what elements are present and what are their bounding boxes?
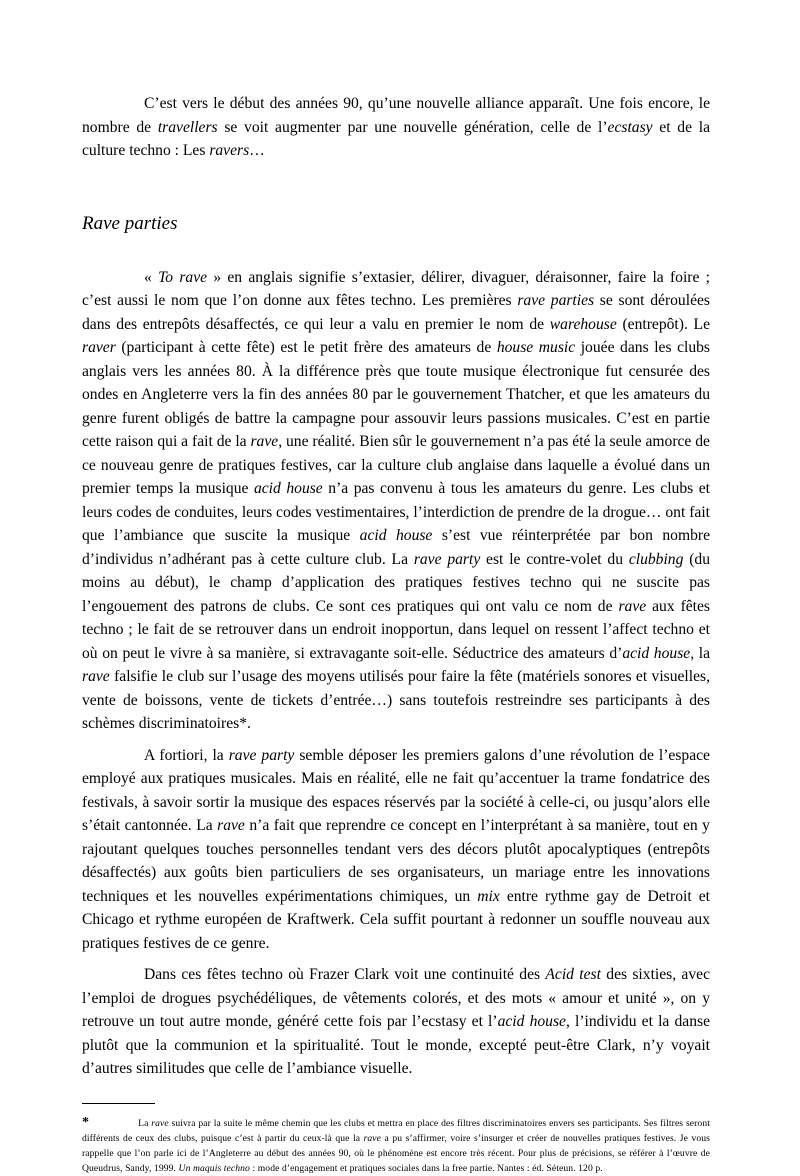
emphasis: rave bbox=[217, 817, 245, 834]
text-run: jouée dans les clubs anglais vers les années 80. À la différence près que toute musique électronique fut censurée des ondes en Angleterre vers la fin des années 80 par le gouvernement Thatcher, et que les amateurs du genre furent obligés de battre la campagne pour assouvir leurs passions musicales. C’est en partie cette raison qui a fait de la bbox=[82, 339, 710, 450]
emphasis: rave bbox=[151, 1117, 169, 1129]
text-run: n’a fait que reprendre ce concept en l’interprétant à sa manière, tout en y rajoutant quelques touches personnelles tendant vers des décors plutôt apocalyptiques (entrepôts désaffectés) aux goûts bien particuliers de ses organisateurs, un mariage entre les innovations techniques et les nouvelles expérimentations chimiques, un bbox=[82, 817, 710, 905]
text-run: (participant à cette fête) est le petit frère des amateurs de bbox=[115, 339, 497, 356]
footnote-marker: * bbox=[82, 1114, 90, 1130]
text-run: n’a pas convenu à tous les amateurs du genre. Les clubs et leurs codes de conduites, leurs codes vestimentaires, l’interdiction de prendre de la drogue… ont fait que l’ambiance que suscite la musique bbox=[82, 480, 710, 544]
emphasis: rave bbox=[82, 668, 110, 685]
text-run: suivra par la suite le même chemin que les clubs et mettra en place des filtres discriminatoires envers ses participants. Ses filtres seront différents de ceux des clubs, puisque c’est à partir du ceux-là que la bbox=[82, 1117, 710, 1144]
text-run: » en anglais signifie s’extasier, délirer, divaguer, déraisonner, faire la foire ; c’est aussi le nom que l’on donne aux fêtes techno. Les premières bbox=[82, 268, 710, 309]
emphasis: acid house bbox=[359, 527, 433, 544]
emphasis: rave bbox=[363, 1132, 382, 1144]
text-run: (entrepôt). Le bbox=[616, 315, 710, 333]
emphasis: acid house bbox=[622, 644, 691, 662]
body-paragraph-3 bbox=[82, 963, 710, 1081]
emphasis: rave bbox=[250, 433, 279, 450]
text-run: A fortiori, la bbox=[144, 746, 229, 764]
emphasis: clubbing bbox=[628, 550, 684, 568]
text-run: des sixties, avec l’emploi de drogues psychédéliques, de vêtements colorés, et des mots « amour et unité », on y retrouve un tout autre monde, généré cette fois par l’ecstasy et l’ bbox=[82, 966, 710, 1030]
emphasis: Un maquis techno bbox=[178, 1162, 250, 1174]
text-run: a pu s’affirmer, voire s’insurger et créer de nouvelles pratiques festives. Je vous rappelle que l’on parle ici de l’Angleterre au début des années 90, où le phénomène est encore très récent. Pour plus de précisions, se référer à l’œuvre de Queudrus, Sandy, 1999. bbox=[82, 1132, 710, 1174]
emphasis: warehouse bbox=[549, 315, 617, 333]
text-run: est le contre-volet du bbox=[480, 550, 629, 568]
intro-paragraph bbox=[82, 92, 710, 163]
text-run: , une réalité. Bien sûr le gouvernement n’a pas été la seule amorce de ce nouveau genre de pratiques festives, car la culture club anglaise dans laquelle a évolué dans un premier temps la musique bbox=[82, 433, 710, 497]
text-run: Dans ces fêtes techno où Frazer Clark voit une continuité des bbox=[144, 966, 546, 983]
body-paragraph-1 bbox=[82, 266, 710, 736]
text-run: « bbox=[144, 268, 159, 286]
text-run: , la bbox=[690, 644, 710, 662]
emphasis: acid house bbox=[497, 1013, 566, 1030]
section-title: Rave parties bbox=[82, 212, 178, 234]
emphasis: mix bbox=[477, 887, 500, 905]
text-run: La bbox=[138, 1117, 152, 1129]
text-run: (du moins au début), le champ d’application des pratiques festives techno qui ne suscite pas l’engouement des patrons de clubs. Ce sont ces pratiques qui ont valu ce nom de bbox=[82, 550, 710, 615]
footnote-separator bbox=[82, 1103, 155, 1104]
emphasis: rave parties bbox=[517, 292, 595, 309]
emphasis: travellers bbox=[157, 118, 218, 136]
text-run: C’est vers le début des années 90, qu’une nouvelle alliance apparaît. Une fois encore, le nombre de bbox=[82, 95, 710, 136]
emphasis: rave party bbox=[413, 550, 481, 568]
emphasis: rave bbox=[618, 597, 647, 615]
text-run: falsifie le club sur l’usage des moyens utilisés pour faire la fête (matériels sonores et visuelles, vente de boissons, vente de tickets d’entrée…) sans toutefois restreindre ses participants à des schèmes discriminatoires*. bbox=[82, 668, 710, 732]
text-run: … bbox=[249, 142, 265, 159]
text-run: se voit augmenter par une nouvelle génération, celle de l’ bbox=[217, 118, 608, 136]
text-run: et de la culture techno : Les bbox=[82, 118, 710, 159]
text-run: s’est vue réinterprétée par bon nombre d’individus n’adhérant pas à cette culture club. La bbox=[82, 527, 710, 568]
emphasis: ravers bbox=[209, 142, 250, 159]
emphasis: ecstasy bbox=[607, 118, 653, 136]
text-run: aux fêtes techno ; le fait de se retrouver dans un endroit inopportun, dans lequel on ressent l’affect techno et où on peut le vivre à sa manière, si extravagante soit-elle. Séductrice des amateurs d’ bbox=[82, 597, 711, 662]
text-run: semble déposer les premiers galons d’une révolution de l’espace employé aux pratiques musicales. Mais en réalité, elle ne fait qu’accentuer la trame fondatrice des festivals, à savoir sortir la musique des espaces réservés par la société à celle-ci, ou jusqu’alors elle s’était cantonnée. La bbox=[82, 746, 710, 834]
emphasis: rave party bbox=[228, 746, 295, 764]
document-page bbox=[82, 92, 710, 1176]
emphasis: raver bbox=[82, 339, 116, 356]
text-run: entre rythme gay de Detroit et Chicago et rythme européen de Kraftwerk. Cela suffit pourtant à redonner un souffle nouveau aux pratiques festives de ce genre. bbox=[82, 887, 710, 952]
emphasis: Acid test bbox=[545, 966, 601, 983]
emphasis: house music bbox=[496, 339, 576, 356]
text-run: , l’individu et la danse plutôt que la communion et la spiritualité. Tout le monde, excepté peut-être Clark, n’y voyait d’autres similitudes que celle de l’ambiance visuelle. bbox=[82, 1013, 710, 1077]
text-run: se sont déroulées dans des entrepôts désaffectés, ce qui leur a valu en premier le nom de bbox=[82, 292, 710, 333]
emphasis: To rave bbox=[158, 268, 208, 286]
body-paragraph-2 bbox=[82, 744, 710, 956]
emphasis: acid house bbox=[253, 480, 323, 497]
text-run: : mode d’engagement et pratiques sociales dans la free partie. Nantes : éd. Séteun. 120 p. bbox=[249, 1162, 603, 1174]
footnote bbox=[82, 1115, 710, 1176]
